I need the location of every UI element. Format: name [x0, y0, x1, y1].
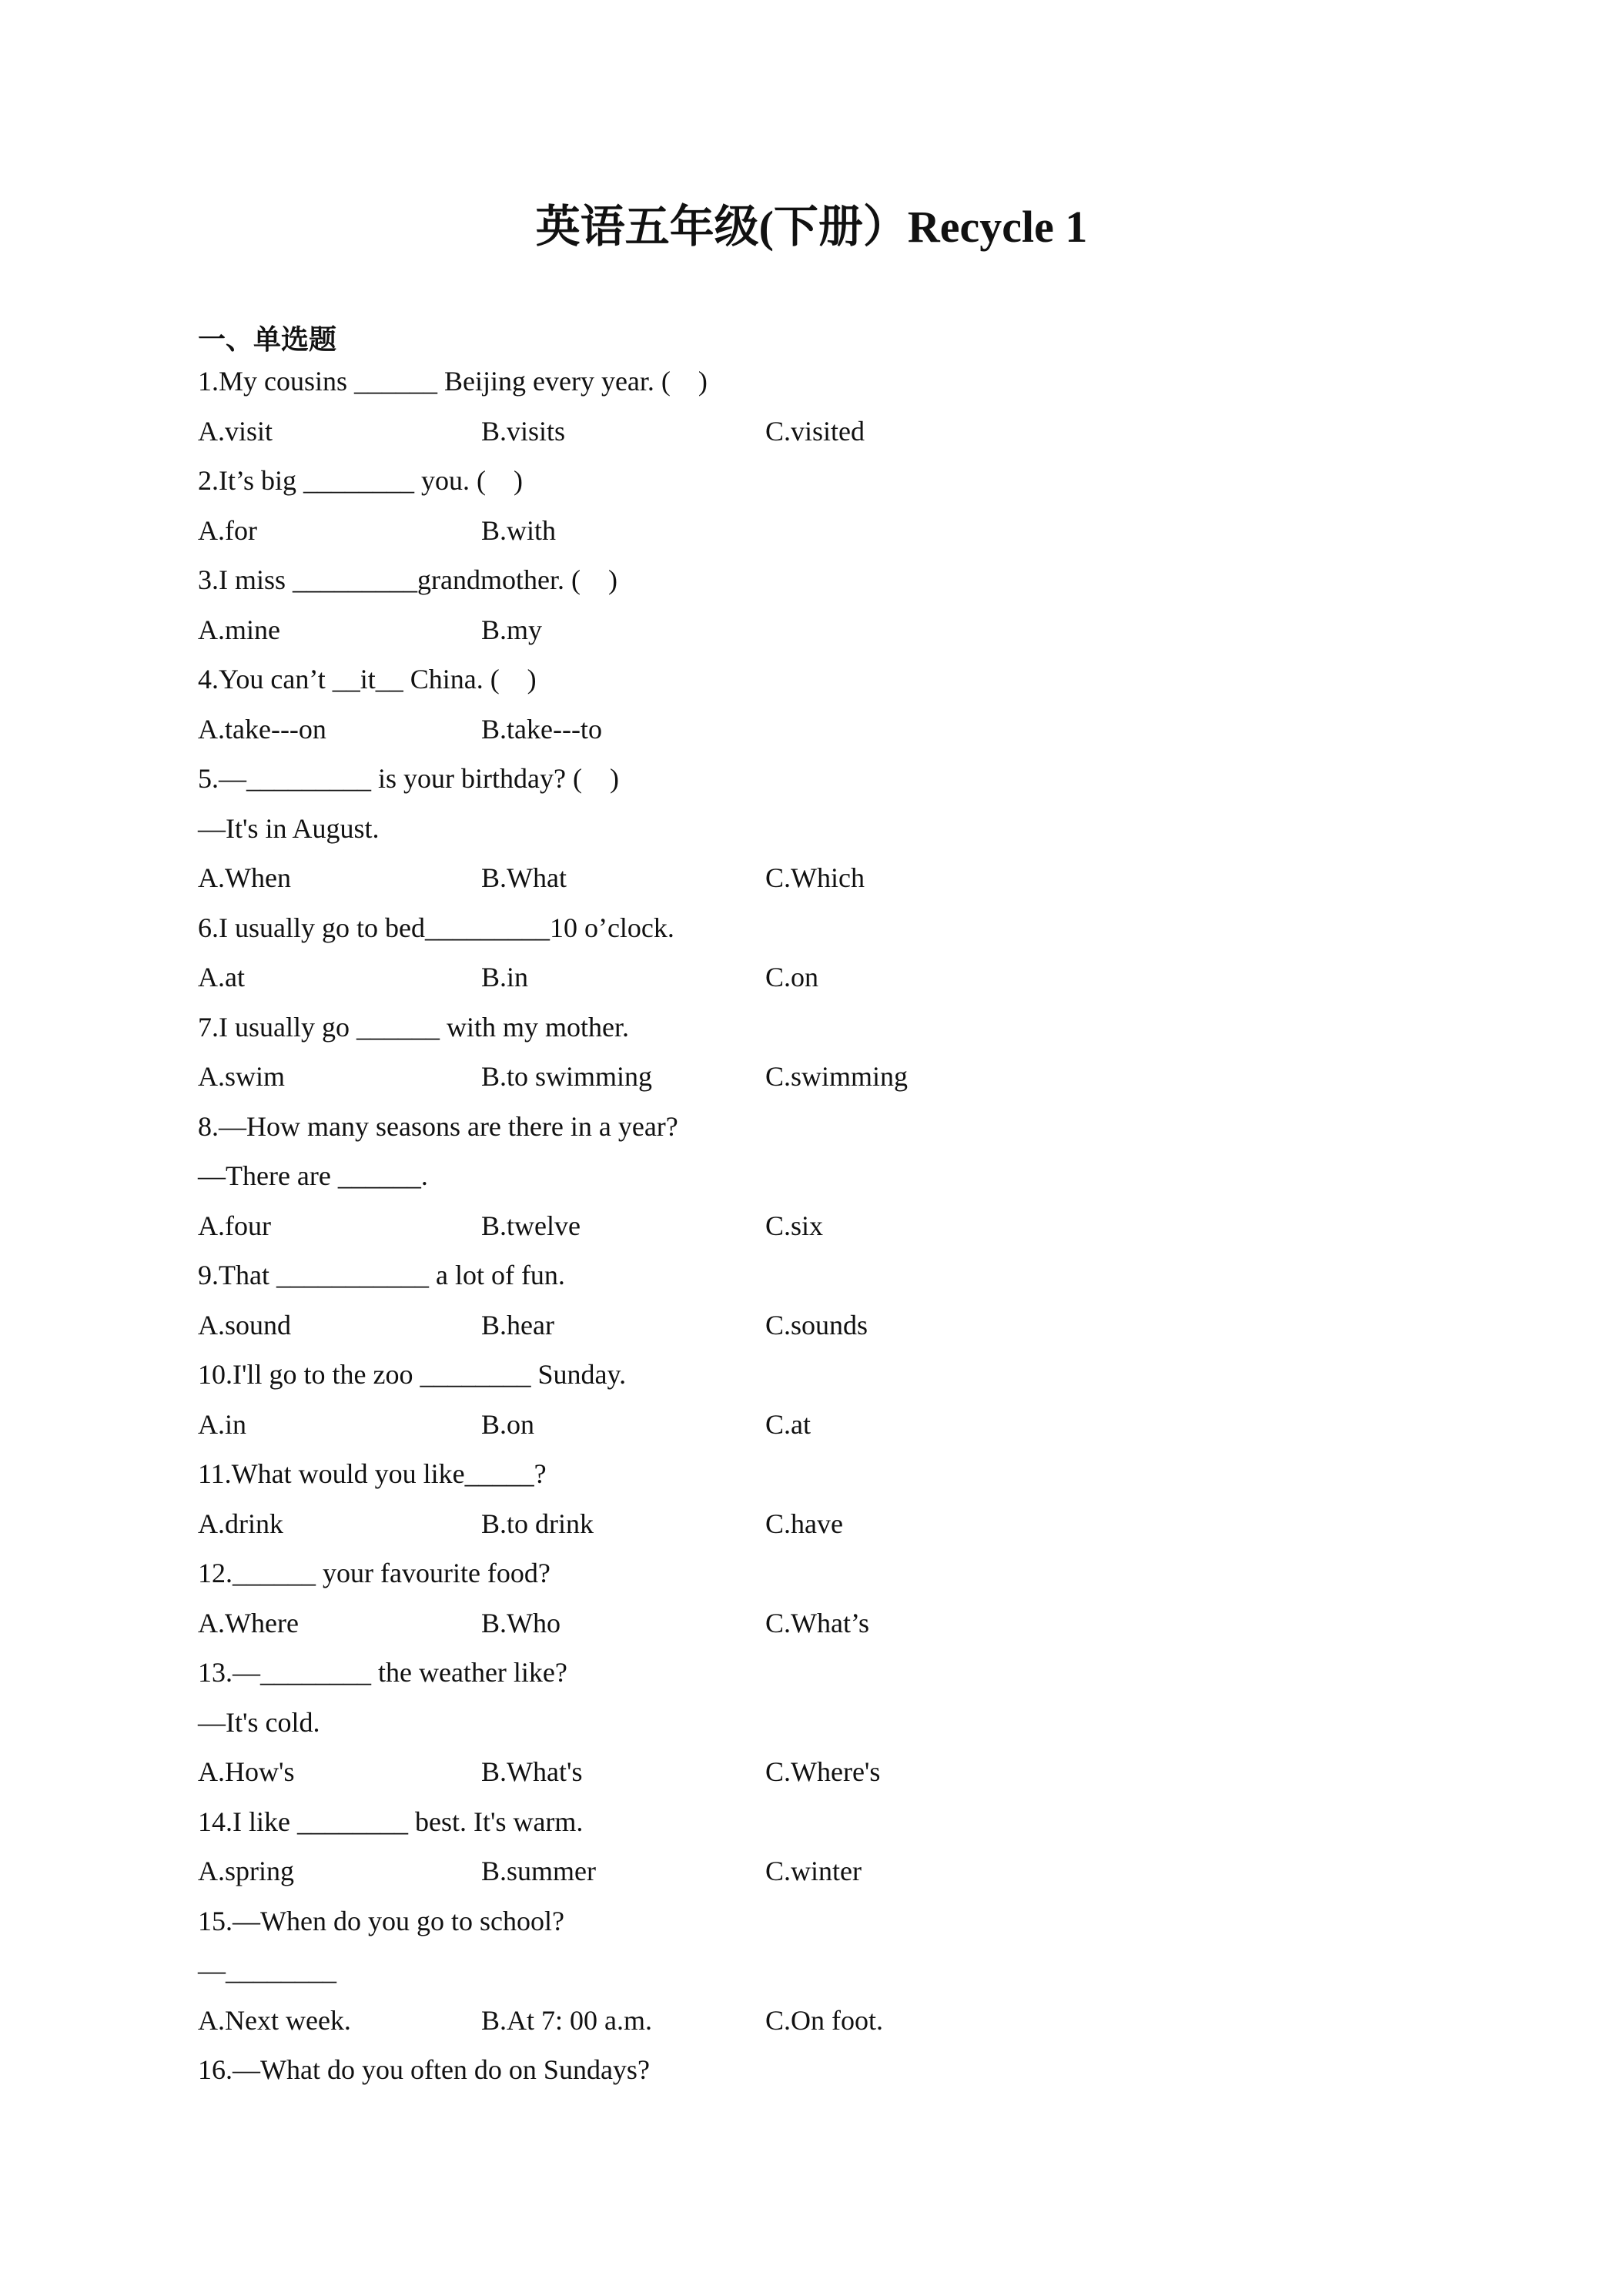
option-c: C.Which: [765, 862, 865, 893]
option-b: B.Who: [481, 1607, 561, 1638]
question-9: [198, 1250, 1507, 1350]
option-c: C.at: [765, 1408, 811, 1440]
question-list: [198, 356, 1507, 2095]
question-6: [198, 903, 1507, 1002]
option-a: A.take---on: [198, 713, 326, 745]
option-row: [198, 1201, 1507, 1251]
option-b: B.on: [481, 1408, 535, 1440]
question-stem: 9.That ___________ a lot of fun.: [198, 1260, 565, 1290]
option-a: A.spring: [198, 1856, 294, 1886]
option-a: A.Next week.: [198, 2004, 351, 2036]
option-a: A.swim: [198, 1061, 286, 1092]
option-b: B.summer: [481, 1856, 596, 1886]
question-15: [198, 1896, 1507, 2046]
question-stem: 12.______ your favourite food?: [198, 1558, 550, 1588]
option-row: [198, 853, 1507, 903]
question-stem: 5.—_________ is your birthday? ( ): [198, 763, 619, 794]
option-c: C.winter: [765, 1856, 862, 1886]
option-a: A.four: [198, 1210, 271, 1241]
option-c: C.What’s: [765, 1607, 869, 1638]
question-13: [198, 1648, 1507, 1797]
option-c: C.swimming: [765, 1061, 909, 1092]
question-16: [198, 2045, 1507, 2095]
question-stem: 16.—What do you often do on Sundays?: [198, 2054, 650, 2085]
option-b: B.in: [481, 962, 529, 992]
page-title: 英语五年级(下册）Recycle 1: [535, 202, 1088, 252]
option-b: B.to swimming: [481, 1061, 653, 1092]
option-a: A.for: [198, 514, 257, 546]
option-b: B.take---to: [481, 713, 602, 745]
question-stem-continuation: —There are ______.: [198, 1160, 428, 1191]
option-c: C.Where's: [765, 1756, 881, 1787]
option-b: B.to drink: [481, 1508, 594, 1539]
question-8: [198, 1102, 1507, 1251]
question-12: [198, 1548, 1507, 1648]
option-c: C.six: [765, 1210, 824, 1241]
section-heading: 一、单选题: [198, 324, 337, 355]
option-a: A.Where: [198, 1607, 299, 1638]
option-row: [198, 952, 1507, 1002]
option-row: [198, 1598, 1507, 1648]
question-stem: 3.I miss _________grandmother. ( ): [198, 564, 617, 595]
question-stem: 8.—How many seasons are there in a year?: [198, 1110, 678, 1142]
option-c: C.have: [765, 1508, 843, 1539]
option-row: [198, 1052, 1507, 1102]
option-row: [198, 1846, 1507, 1896]
option-a: A.at: [198, 962, 245, 992]
question-stem: 13.—________ the weather like?: [198, 1657, 567, 1688]
question-4: [198, 654, 1507, 754]
option-b: B.visits: [481, 415, 566, 447]
option-c: C.visited: [765, 415, 865, 447]
option-a: A.drink: [198, 1508, 283, 1539]
question-stem-continuation: —It's in August.: [198, 812, 380, 844]
option-b: B.At 7: 00 a.m.: [481, 2004, 652, 2036]
question-stem-continuation: —________: [198, 1955, 336, 1986]
option-a: A.sound: [198, 1309, 292, 1340]
option-b: B.hear: [481, 1309, 554, 1340]
option-b: B.What: [481, 862, 567, 893]
option-row: [198, 1747, 1507, 1797]
question-stem: 1.My cousins ______ Beijing every year. ( ): [198, 366, 708, 397]
question-11: [198, 1449, 1507, 1548]
option-row: [198, 605, 1507, 655]
question-stem-continuation: —It's cold.: [198, 1706, 320, 1738]
question-2: [198, 456, 1507, 555]
option-row: [198, 1996, 1507, 2046]
question-stem: 4.You can’t __it__ China. ( ): [198, 664, 537, 694]
option-row: [198, 1400, 1507, 1450]
option-a: A.visit: [198, 415, 273, 447]
question-stem: 14.I like ________ best. It's warm.: [198, 1806, 584, 1837]
option-b: B.What's: [481, 1756, 583, 1787]
question-stem: 11.What would you like_____?: [198, 1458, 547, 1489]
question-stem: 6.I usually go to bed_________10 o’clock.: [198, 912, 674, 943]
option-b: B.twelve: [481, 1210, 581, 1241]
question-14: [198, 1797, 1507, 1896]
question-stem: 7.I usually go ______ with my mother.: [198, 1011, 629, 1043]
option-a: A.mine: [198, 614, 280, 645]
question-1: [198, 356, 1507, 456]
question-stem: 15.—When do you go to school?: [198, 1905, 564, 1936]
option-a: A.in: [198, 1408, 246, 1440]
option-row: [198, 506, 1507, 556]
question-5: [198, 754, 1507, 903]
option-b: B.with: [481, 514, 557, 546]
question-3: [198, 555, 1507, 654]
option-c: C.sounds: [765, 1309, 868, 1340]
option-b: B.my: [481, 614, 543, 645]
question-10: [198, 1350, 1507, 1449]
question-stem: 2.It’s big ________ you. ( ): [198, 465, 523, 496]
option-a: A.When: [198, 862, 291, 893]
option-row: [198, 1499, 1507, 1549]
option-row: [198, 705, 1507, 755]
option-a: A.How's: [198, 1756, 295, 1787]
option-row: [198, 1300, 1507, 1350]
question-7: [198, 1002, 1507, 1102]
question-stem: 10.I'll go to the zoo ________ Sunday.: [198, 1359, 627, 1390]
option-row: [198, 407, 1507, 457]
option-c: C.On foot.: [765, 2004, 883, 2036]
option-c: C.on: [765, 962, 819, 992]
